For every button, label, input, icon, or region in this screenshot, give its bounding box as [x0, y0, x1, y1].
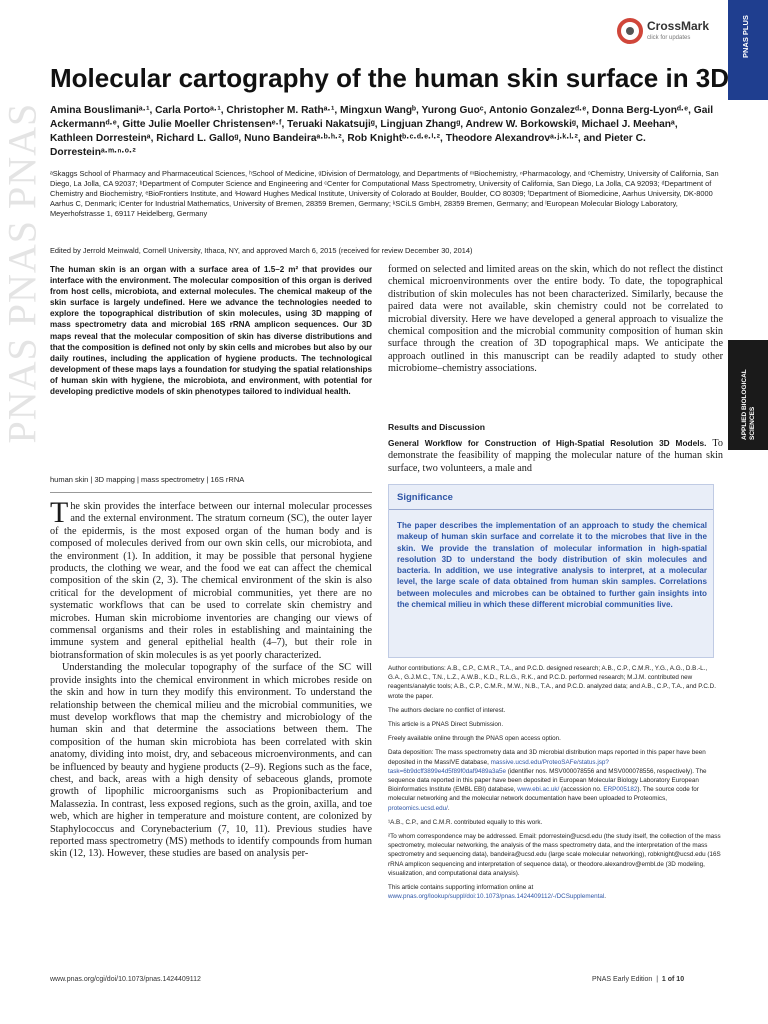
- doi-footer: www.pnas.org/cgi/doi/10.1073/pnas.1424409112: [50, 976, 201, 983]
- body-paragraph: Understanding the molecular topography of the surface of the SC will provide insights into the chemical environment in which microbes reside on the skin and how in turn they modify this environment. To understand the relationship between the chemical milieu and the microbial communities, we must develop workflows that map the chemistry and microbiology of the human skin and that determine the associations between them. The composition of the human skin microbiota has been correlated with skin anatomy, dividing into moist, dry, and sebaceous microenvironments, and can be influenced by beauty and hygiene products (2–9). Regions such as the face, chest, and back, areas with a high density of sebaceous glands, promote growth of lipophilic microorganisms such as Propionibacterium and Malassezia. In contrast, less exposed regions, such as the groin, axilla, and toe web, which are higher in temperature and moisture content, are colonized by Staphylococcus and Corynebacterium (7, 10, 11). Previous studies have reported mass spectrometry (MS) methods to identify compounds from human skin (12, 13). However, these studies are based on analysis per-: [50, 662, 372, 860]
- drop-cap: T: [50, 496, 69, 529]
- edited-by: Edited by Jerrold Meinwald, Cornell University, Ithaca, NY, and approved March 6, 2015 (received for review December 30, 2014): [50, 246, 473, 255]
- body-paragraph: he skin provides the interface between our internal molecular processes and the external environment. The stratum corneum (SC), the outer layer of the epidermis, is the most exposed organ of the human body and is composed of molecules derived from our own skin cells, our microbiota, and the environment (1). In addition, it may be possible that personal hygiene products, the clothing we wear, and the food we eat can affect the chemical composition of the skin (2, 3). The chemical environment of the skin is also critical for the development of microbial communities, yet there are no systematic workflows that can be used to correlate skin chemistry and microbes. Human skin microbiome inventories are changing our views of commensal organisms and their roles in establishing and maintaining the immune system and general epithelial health (4–7), but their role in biotransformation of skin molecules is as yet poorly characterized.: [50, 501, 372, 661]
- conflict-note: The authors declare no conflict of interest.: [388, 706, 506, 714]
- correspondence-note: ²To whom correspondence may be addressed. Email: pdorrestein@ucsd.edu (the study itself, the collection of the mass spectrometry, molecular networking, the analysis of the mass spectrometry data, and the interpretation of the mass spectrometry and sequencing data), bandeira@ucsd.edu (large scale molecular networking), robknight@ucsd.edu (16S rRNA amplicon sequencing and interpretation of sequence data), or theodore.alexandrov@embl.de (3D modeling, visualization, and computational data analysis).: [388, 833, 721, 877]
- page-footer: [592, 976, 684, 983]
- contributions-note: Author contributions: A.B., C.P., C.M.R., T.A., and P.C.D. designed research; A.B., C.P., C.M.R., Y.G., A.G., D.B.-L., G.A., G.J.M.C., T.N., L.Z., A.W.B., K.D., R.L.G., R.K., and P.C.D. performed research; M.J.M. contributed new reagents/analytic tools; A.B., C.P., C.M.R., M.W., N.B., T.A., and P.C.D. analyzed data; and A.B., C.P., T.A., and P.C.D. wrote the paper.: [388, 665, 716, 700]
- supporting-info-note: This article contains supporting information online at www.pnas.org/lookup/suppl/doi:10.1073/pnas.1424409112/-/DCSupplemental.: [388, 884, 606, 901]
- data-deposition-note: Data deposition: The mass spectrometry data and 3D microbial distribution maps reported in this paper have been deposited in the MassIVE database, massive.ucsd.edu/ProteoSAFe/status.jsp?task=6b9dcff3899e4d5f89f0daf9489a3a5e (identifier nos. MSV000078556 and MSV000078556, respectively). The sequence data reported in this paper have been deposited in European Molecular Biology Laboratory European Bioinformatics Institute (EMBL EBI) database, www.ebi.ac.uk/ (accession no. ERP005182). The source code for molecular networking and the molecular network documentation have been uploaded to Proteomics, proteomics.ucsd.edu/.: [388, 749, 707, 812]
- edition-label: PNAS Early Edition: [592, 976, 653, 983]
- open-access-note: Freely available online through the PNAS open access option.: [388, 735, 561, 743]
- ebi-link[interactable]: www.ebi.ac.uk/: [517, 786, 560, 794]
- divider: [50, 492, 372, 493]
- crossmark-title: CrossMark: [647, 19, 710, 33]
- crossmark-icon: [617, 18, 643, 44]
- significance-box: [388, 484, 714, 658]
- supporting-info-link[interactable]: www.pnas.org/lookup/suppl/doi:10.1073/pnas.1424409112/-/DCSupplemental: [388, 893, 605, 901]
- equal-contribution-note: ¹A.B., C.P., and C.M.R. contributed equally to this work.: [388, 818, 543, 826]
- crossmark-badge[interactable]: [617, 16, 717, 50]
- significance-divider: [389, 509, 713, 510]
- page-number: 1 of 10: [661, 976, 685, 983]
- crossmark-subtitle: click for updates: [647, 35, 691, 41]
- body-column-left: [50, 496, 372, 861]
- massive-link[interactable]: massive.ucsd.edu/ProteoSAFe/status.jsp?task=6b9dcff3899e4d5f89f0daf9489a3a5e: [388, 758, 609, 775]
- subsection-title: General Workflow for Construction of High-Spatial Resolution 3D Models.: [388, 438, 707, 448]
- subject-tab: APPLIED BIOLOGICAL SCIENCES: [728, 340, 768, 450]
- pnas-watermark: PNAS PNAS PNAS: [0, 102, 45, 444]
- section-heading: Results and Discussion: [388, 422, 485, 432]
- author-list: Amina Bouslimaniᵃ·¹, Carla Portoᵃ·¹, Christopher M. Rathᵃ·¹, Mingxun Wangᵇ, Yurong Guoᶜ, Antonio Gonzalezᵈ·ᵉ, Donna Berg-Lyonᵈ·ᵉ, Gail Ackermannᵈ·ᵉ, Gitte Julie Moeller Christensenᵉ·ᶠ, Teruaki Nakatsujiᵍ, Lingjuan Zhangᵍ, Andrew W. Borkowskiᵍ, Michael J. Meehanᵃ, Kathleen Dorresteinᵃ, Richard L. Galloᵍ, Nuno Bandeiraᵃ·ᵇ·ʰ·², Rob Knightᵇ·ᶜ·ᵈ·ᵉ·ⁱ·², Theodore Alexandrovᵃ·ʲ·ᵏ·ˡ·², and Pieter C. Dorresteinᵃ·ᵐ·ⁿ·ᵒ·²: [50, 105, 714, 158]
- significance-heading: Significance: [397, 492, 453, 503]
- pnas-plus-tab: PNAS PLUS: [728, 0, 768, 100]
- footer-separator: |: [656, 976, 659, 983]
- submission-note: This article is a PNAS Direct Submission.: [388, 721, 504, 729]
- subsection: [388, 437, 723, 475]
- author-notes: [388, 664, 723, 906]
- subsection-text: To demonstrate the feasibility of mapping the molecular nature of the human skin surface, two volunteers, a male and: [388, 438, 724, 474]
- keywords: human skin | 3D mapping | mass spectrometry | 16S rRNA: [50, 475, 245, 484]
- abstract: The human skin is an organ with a surface area of 1.5–2 m² that provides our interface with the environment. The molecular composition of this organ is derived from host cells, microbiota, and external molecules. The chemical makeup of the skin surface is largely undefined. Here we advance the technologies needed to explore the topographical distribution of skin molecules, using 3D mapping of mass spectrometry data and microbial 16S rRNA amplicon sequences. Our 3D maps reveal that the molecular composition of skin has diverse distributions and that the composition is defined not only by skin cells and microbes but also by our daily routines, including the application of hygiene products. The technological development of these maps lays a foundation for studying the spatial relationships of human skin with hygiene, the microbiota, and environment, with potential for developing predictive models of skin phenotypes tailored to individual health.: [50, 265, 372, 397]
- significance-text: The paper describes the implementation of an approach to study the chemical makeup of human skin surface and correlate it to the microbes that live in the skin. We provide the translation of molecular information in high-spatial resolution 3D to understand the body distribution of skin molecules and bacteria. In addition, we use integrative analysis to interpret, at a molecular level, the large scale of data obtained from human skin samples. Correlations between molecules and microbes can be obtained to further gain insights into the chemical milieu in which these different microbial communities live.: [397, 521, 707, 610]
- accession-link[interactable]: ERP005182: [603, 786, 638, 794]
- body-column-right: formed on selected and limited areas on the skin, which do not reflect the distinct chemical microenvironments over the entire body. To date, the topographical distribution of skin molecules has not been characterized. Similarly, because the paired data were not available, skin chemistry could not be correlated to microbial diversity. Here we have developed a general approach to visualize the chemical composition and the microbial community composition of human skin surface through the creation of 3D topographical maps. We anticipate the approach outlined in this manuscript can be readily adapted to study other microbiome–chemistry associations.: [388, 264, 723, 375]
- article-title: Molecular cartography of the human skin surface in 3D: [50, 63, 730, 93]
- affiliations: ᵃSkaggs School of Pharmacy and Pharmaceutical Sciences, ʰSchool of Medicine, ᵍDivision of Dermatology, and Departments of ᵐBiochemistry, ⁿPharmacology, and ᵒChemistry, University of California, San Diego, La Jolla, CA 92037; ᵇDepartment of Computer Science and Engineering and ᶜCenter for Computational Mass Spectrometry, University of California, San Diego, La Jolla, CA 92093; ᵈDepartment of Chemistry and Biochemistry, ᵉBioFrontiers Institute, and ⁱHoward Hughes Medical Institute, University of Colorado at Boulder, Boulder, CO 80309; ᶠDepartment of Biomedicine, Aarhus University, DK-8000 Aarhus C, Denmark; ʲCenter for Industrial Mathematics, University of Bremen, 28359 Bremen, Germany; ᵏSCiLS GmbH, 28359 Bremen, Germany; and ˡEuropean Molecular Biology Laboratory, Meyerhofstrasse 1, 69117 Heidelberg, Germany: [50, 169, 719, 218]
- proteomics-link[interactable]: proteomics.ucsd.edu/: [388, 804, 448, 812]
